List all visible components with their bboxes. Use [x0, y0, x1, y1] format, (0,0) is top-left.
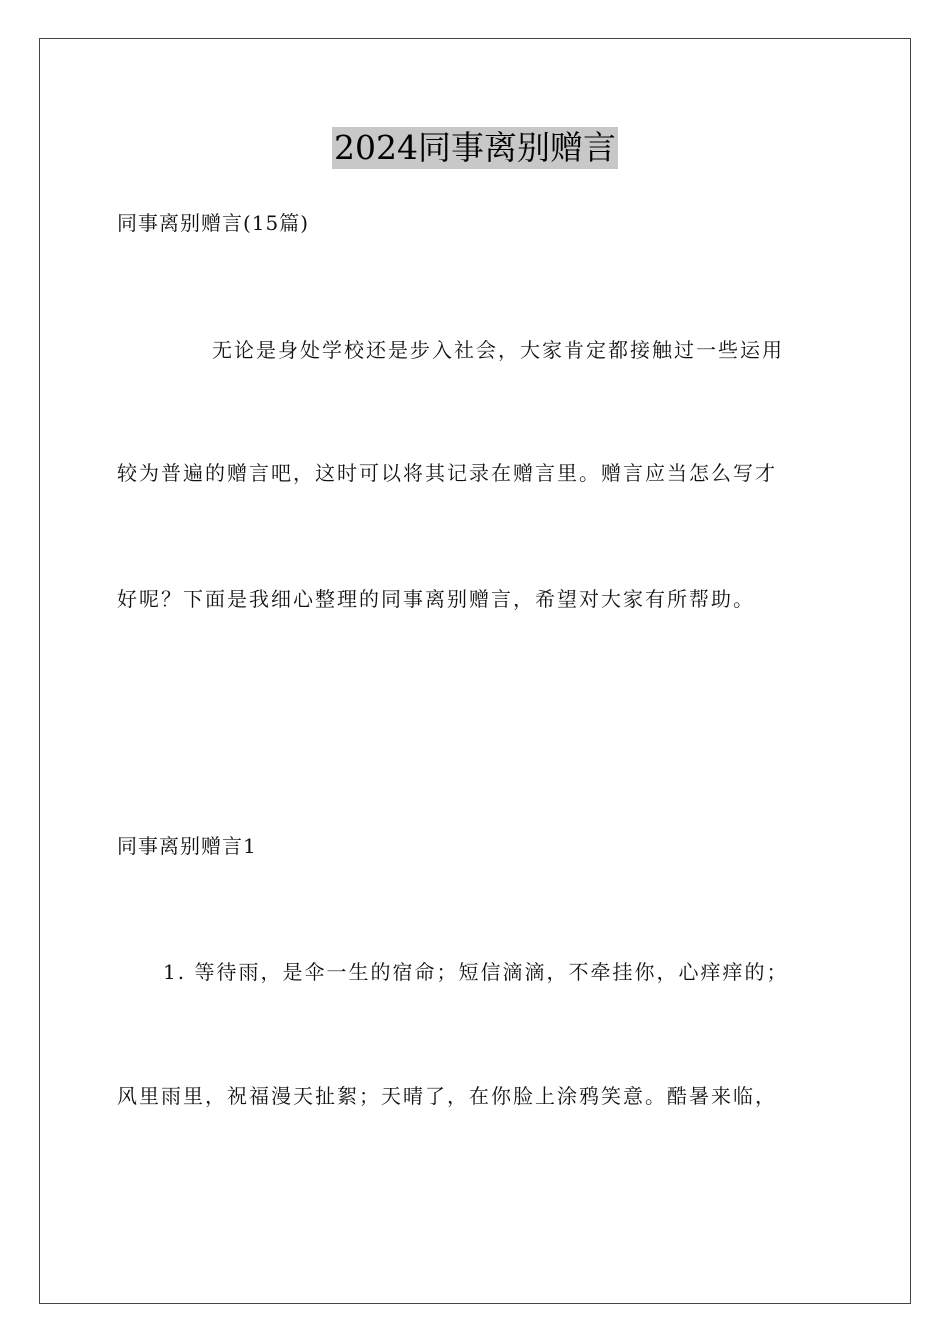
section-heading: 同事离别赠言1	[117, 834, 257, 858]
intro-line-2: 较为普遍的赠言吧，这时可以将其记录在赠言里。赠言应当怎么写才	[117, 461, 777, 485]
title-container	[0, 127, 950, 169]
document-subtitle: 同事离别赠言(15篇)	[117, 211, 310, 235]
document-title: 2024同事离别赠言	[334, 128, 616, 167]
intro-line-3: 好呢？下面是我细心整理的同事离别赠言，希望对大家有所帮助。	[117, 587, 755, 611]
item-line-2: 风里雨里，祝福漫天扯絮；天晴了，在你脸上涂鸦笑意。酷暑来临，	[117, 1084, 777, 1108]
item-line-1: 1. 等待雨，是伞一生的宿命；短信滴滴，不牵挂你，心痒痒的；	[163, 960, 789, 984]
intro-line-1: 无论是身处学校还是步入社会，大家肯定都接触过一些运用	[212, 338, 784, 362]
